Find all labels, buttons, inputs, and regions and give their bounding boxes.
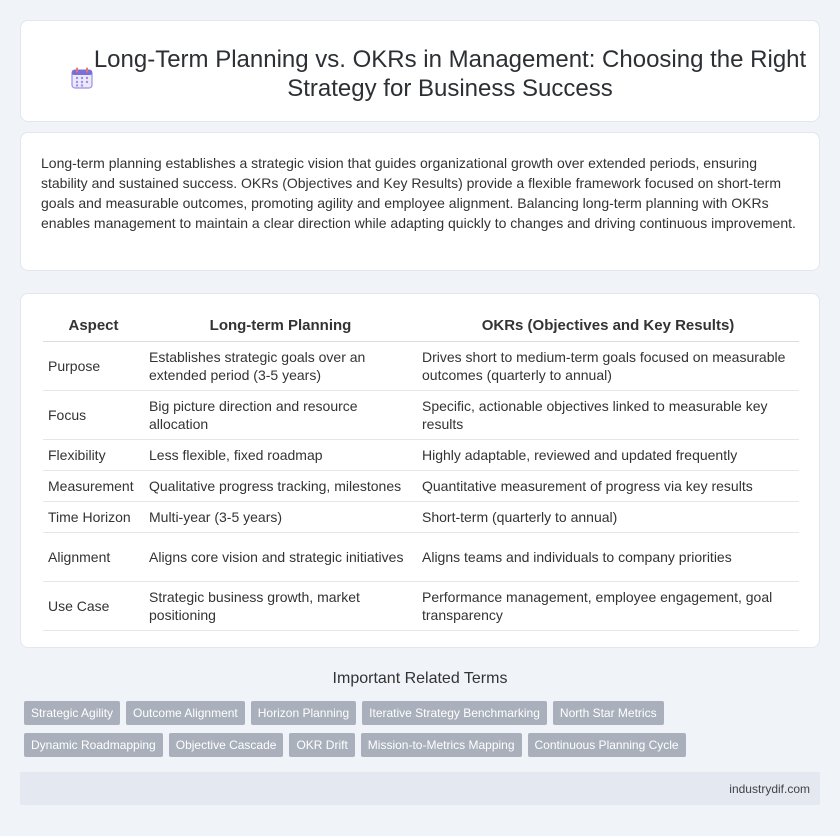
tag-continuous-planning-cycle[interactable]: Continuous Planning Cycle [528, 733, 686, 757]
title-card [20, 20, 820, 122]
cell-aspect: Focus [43, 390, 144, 439]
cell-okrs: Quantitative measurement of progress via key results [417, 470, 799, 501]
cell-okrs: Short-term (quarterly to annual) [417, 501, 799, 532]
cell-long-term: Qualitative progress tracking, milestones [144, 470, 417, 501]
table-header-row [43, 311, 799, 341]
comparison-card [20, 293, 820, 648]
tag-objective-cascade[interactable]: Objective Cascade [169, 733, 284, 757]
cell-aspect: Purpose [43, 341, 144, 390]
footer-site[interactable]: industrydif.com [729, 782, 810, 796]
header-long-term: Long-term Planning [144, 311, 417, 341]
table-row [43, 470, 799, 501]
tag-strategic-agility[interactable]: Strategic Agility [24, 701, 120, 725]
cell-long-term: Big picture direction and resource allocation [144, 390, 417, 439]
tag-okr-drift[interactable]: OKR Drift [289, 733, 354, 757]
cell-aspect: Flexibility [43, 439, 144, 470]
cell-aspect: Time Horizon [43, 501, 144, 532]
table-row [43, 390, 799, 439]
table-row [43, 341, 799, 390]
cell-aspect: Use Case [43, 581, 144, 630]
page-title: Long-Term Planning vs. OKRs in Management: Choosing the Right Strategy for Business Success [93, 46, 807, 102]
table-row [43, 532, 799, 581]
header-aspect: Aspect [43, 311, 144, 341]
cell-long-term: Aligns core vision and strategic initiatives [144, 532, 417, 581]
related-terms-title: Important Related Terms [332, 670, 508, 687]
cell-aspect: Measurement [43, 470, 144, 501]
cell-okrs: Performance management, employee engagement, goal transparency [417, 581, 799, 630]
cell-okrs: Highly adaptable, reviewed and updated frequently [417, 439, 799, 470]
intro-card [20, 132, 820, 271]
cell-okrs: Drives short to medium-term goals focused on measurable outcomes (quarterly to annual) [417, 341, 799, 390]
tag-outcome-alignment[interactable]: Outcome Alignment [126, 701, 245, 725]
table-row [43, 501, 799, 532]
comparison-table [43, 311, 799, 631]
cell-aspect: Alignment [43, 532, 144, 581]
cell-okrs: Aligns teams and individuals to company priorities [417, 532, 799, 581]
intro-paragraph: Long-term planning establishes a strategic vision that guides organizational growth over extended periods, ensuring stability and sustained success. OKRs (Objectives and Key Results) provide a flexible framework focused on short-term goals and measurable outcomes, promoting agility and employee alignment. Balancing long-term planning with OKRs enables management to maintain a clear direction while adapting quickly to changes and driving continuous improvement. [41, 155, 796, 231]
tag-mission-to-metrics-mapping[interactable]: Mission-to-Metrics Mapping [361, 733, 522, 757]
header-okrs: OKRs (Objectives and Key Results) [417, 311, 799, 341]
tag-row [24, 701, 724, 725]
tag-dynamic-roadmapping[interactable]: Dynamic Roadmapping [24, 733, 163, 757]
cell-long-term: Establishes strategic goals over an extended period (3-5 years) [144, 341, 417, 390]
tag-iterative-strategy-benchmarking[interactable]: Iterative Strategy Benchmarking [362, 701, 547, 725]
table-row [43, 439, 799, 470]
cell-long-term: Less flexible, fixed roadmap [144, 439, 417, 470]
cell-long-term: Multi-year (3-5 years) [144, 501, 417, 532]
tag-north-star-metrics[interactable]: North Star Metrics [553, 701, 664, 725]
tag-row [24, 733, 724, 757]
footer [20, 772, 820, 805]
cell-long-term: Strategic business growth, market positioning [144, 581, 417, 630]
cell-okrs: Specific, actionable objectives linked to measurable key results [417, 390, 799, 439]
tag-horizon-planning[interactable]: Horizon Planning [251, 701, 356, 725]
related-tags [24, 701, 724, 765]
table-row [43, 581, 799, 630]
